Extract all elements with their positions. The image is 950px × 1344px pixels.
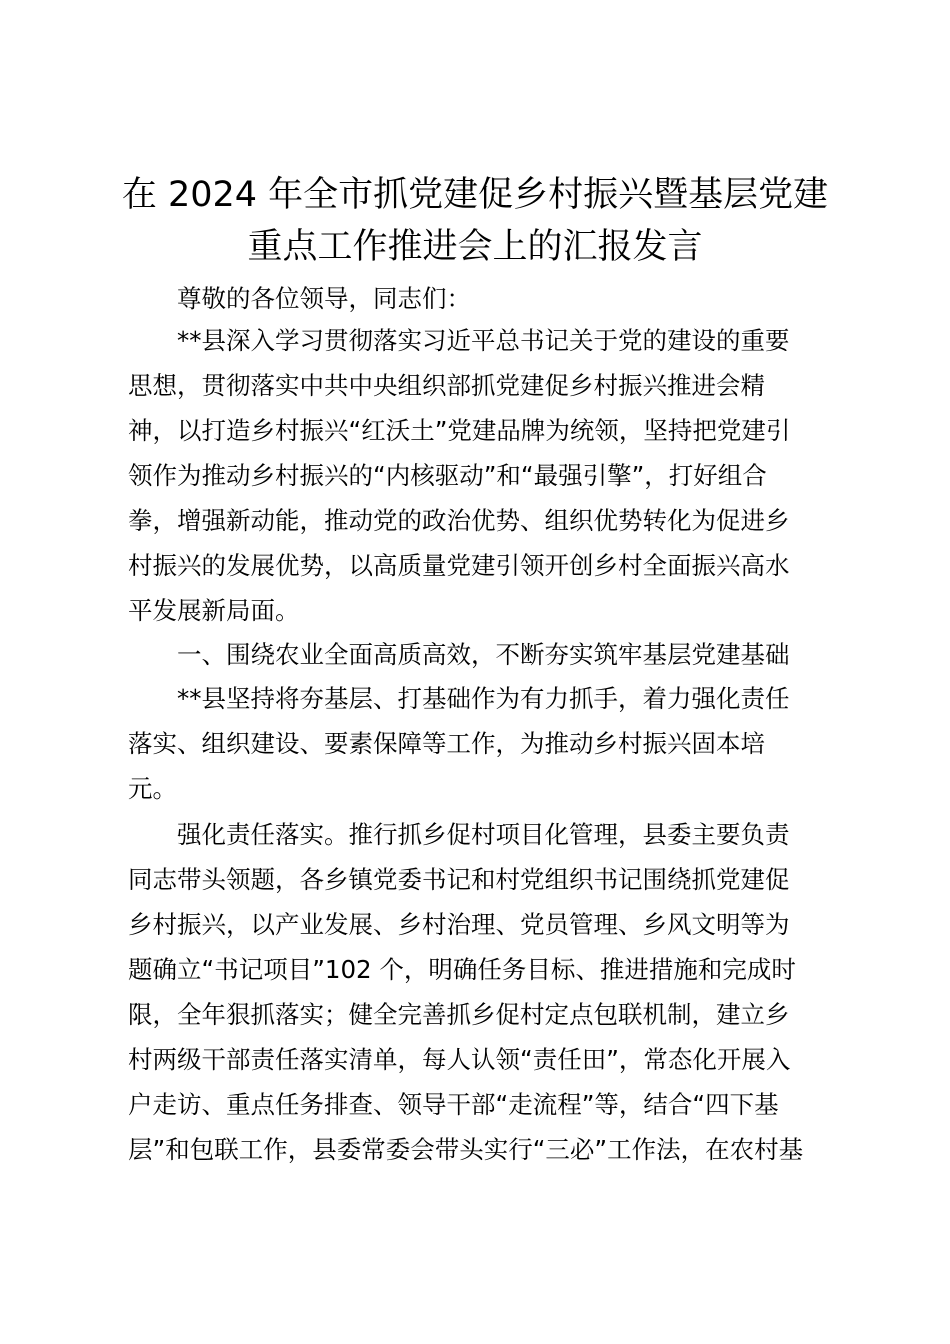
document-title-line-2: 重点工作推进会上的汇报发言 [247,227,703,267]
document-title-line-1: 在 2024 年全市抓党建促乡村振兴暨基层党建 [121,175,829,215]
body-line: 神，以打造乡村振兴“红沃土”党建品牌为统领，坚持把党建引 [128,416,791,445]
body-line: 元。 [128,774,177,803]
body-line: 层”和包联工作，县委常委会带头实行“三必”工作法，在农村基 [128,1135,804,1164]
body-line: 落实、组织建设、要素保障等工作，为推动乡村振兴固本培 [128,729,765,758]
body-line: 思想，贯彻落实中共中央组织部抓党建促乡村振兴推进会精 [128,371,765,400]
section-heading: 一、围绕农业全面高质高效，不断夯实筑牢基层党建基础 [177,640,790,669]
body-line: 乡村振兴，以产业发展、乡村治理、党员管理、乡风文明等为 [128,910,790,939]
body-line: 同志带头领题，各乡镇党委书记和村党组织书记围绕抓党建促 [128,865,790,894]
body-line: 拳，增强新动能，推动党的政治优势、组织优势转化为促进乡 [128,506,790,535]
body-line: 强化责任落实。推行抓乡促村项目化管理，县委主要负责 [177,820,790,849]
salutation: 尊敬的各位领导，同志们： [177,284,471,313]
body-line: 村振兴的发展优势，以高质量党建引领开创乡村全面振兴高水 [128,551,790,580]
body-line: **县深入学习贯彻落实习近平总书记关于党的建设的重要 [177,326,790,355]
body-line: 题确立“书记项目”102 个，明确任务目标、推进措施和完成时 [128,955,796,984]
body-line: 户走访、重点任务排查、领导干部“走流程”等，结合“四下基 [128,1090,779,1119]
body-line: 村两级干部责任落实清单，每人认领“责任田”，常态化开展入 [128,1045,791,1074]
body-line: **县坚持将夯基层、打基础作为有力抓手，着力强化责任 [177,684,790,713]
body-line: 平发展新局面。 [128,596,300,625]
body-line: 领作为推动乡村振兴的“内核驱动”和“最强引擎”，打好组合 [128,461,767,490]
body-line: 限，全年狠抓落实；健全完善抓乡促村定点包联机制，建立乡 [128,1000,790,1029]
